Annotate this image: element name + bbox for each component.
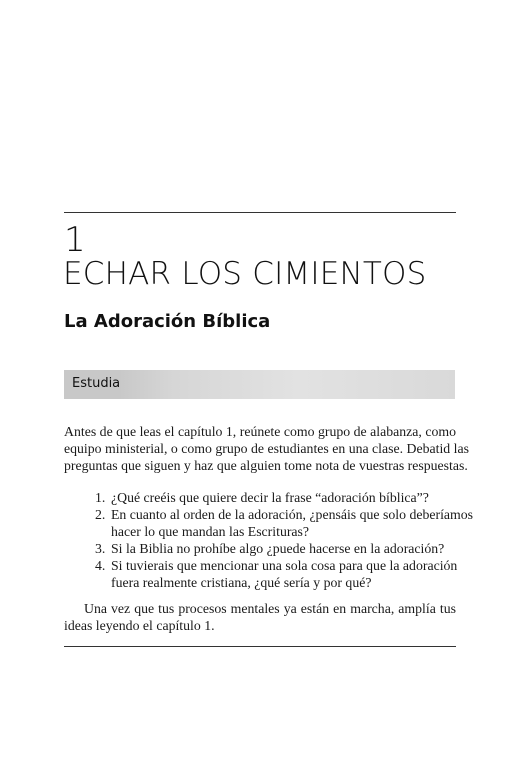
- study-label: Estudia: [72, 376, 121, 391]
- chapter-number: 1: [64, 220, 86, 260]
- question-number: 3.: [95, 541, 106, 556]
- question-text: Si tuvierais que mencionar una sola cosa para que la adoración: [111, 558, 458, 573]
- chapter-title: ECHAR LOS CIMIENTOS: [63, 256, 427, 292]
- question-text: Si la Biblia no prohíbe algo ¿puede hacerse en la adoración?: [111, 541, 445, 556]
- closing-line: Una vez que tus procesos mentales ya están en marcha, amplía tus: [84, 601, 456, 616]
- question-number: 1.: [95, 490, 106, 505]
- question-item: [95, 489, 455, 506]
- question-text: En cuanto al orden de la adoración, ¿pensáis que solo deberíamos: [111, 507, 474, 522]
- top-rule: [64, 212, 456, 213]
- question-number: 2.: [95, 507, 106, 522]
- question-text: ¿Qué creéis que quiere decir la frase “adoración bíblica”?: [111, 490, 429, 505]
- closing-line: ideas leyendo el capítulo 1.: [64, 618, 215, 633]
- intro-line: equipo ministerial, o como grupo de estudiantes en una clase. Debatid las: [64, 441, 469, 456]
- question-list: [95, 489, 474, 591]
- intro-paragraph: [64, 423, 469, 474]
- question-text: hacer lo que mandan las Escrituras?: [111, 524, 310, 539]
- intro-line: Antes de que leas el capítulo 1, reúnete como grupo de alabanza, como: [64, 424, 456, 439]
- study-banner: [64, 370, 455, 399]
- intro-line: preguntas que siguen y haz que alguien tome nota de vuestras respuestas.: [64, 458, 468, 473]
- question-item: [95, 506, 474, 540]
- bottom-rule: [64, 646, 456, 647]
- chapter-subtitle: La Adoración Bíblica: [64, 311, 271, 332]
- question-number: 4.: [95, 558, 106, 573]
- closing-paragraph: [64, 600, 456, 634]
- question-item: [95, 557, 458, 591]
- question-item: [95, 540, 455, 557]
- question-text: fuera realmente cristiana, ¿qué sería y por qué?: [111, 575, 372, 590]
